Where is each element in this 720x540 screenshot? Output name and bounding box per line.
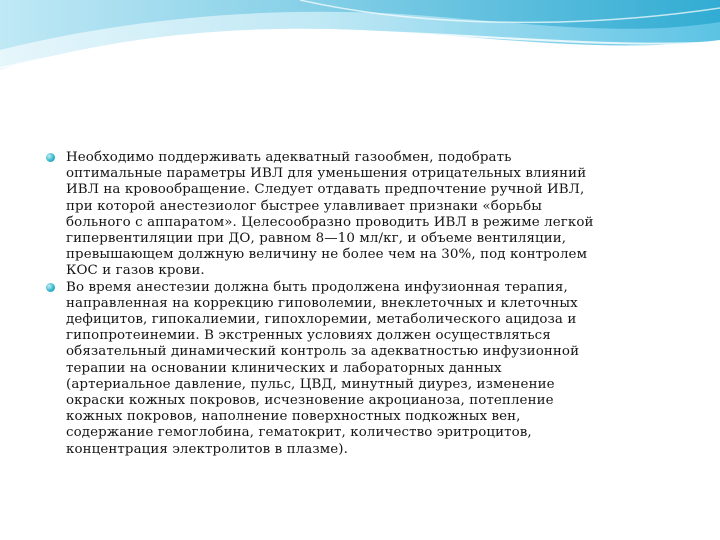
round-bullet-icon	[46, 153, 55, 162]
header-wave-decoration	[0, 0, 720, 110]
bullet-line: при которой анестезиолог быстрее улавливает признаки «борьбы	[66, 198, 543, 214]
bullet-line: Необходимо поддерживать адекватный газообмен, подобрать	[66, 150, 512, 165]
bullet-line: ИВЛ на кровообращение. Следует отдавать предпочтение ручной ИВЛ,	[66, 182, 585, 198]
bullet-line: кожных покровов, наполнение поверхностных подкожных вен,	[66, 409, 521, 425]
bullet-line: превышающем должную величину не более чем на 30%, под контролем	[66, 247, 588, 263]
bullet-line: больного с аппаратом». Целесообразно проводить ИВЛ в режиме легкой	[66, 214, 594, 230]
bullet-line: КОС и газов крови.	[66, 263, 205, 279]
bullet-line: направленная на коррекцию гиповолемии, внеклеточных и клеточных	[66, 295, 578, 311]
bullet-line: Во время анестезии должна быть продолжена инфузионная терапия,	[66, 279, 568, 295]
bullet-line: содержание гемоглобина, гематокрит, количество эритроцитов,	[66, 425, 532, 441]
bullet-line: гипервентиляции при ДО, равном 8—10 мл/кг, и объеме вентиляции,	[66, 231, 567, 247]
bullet-line: дефицитов, гипокалиемии, гипохлоремии, метаболического ацидоза и	[66, 312, 577, 328]
bullet-item-ventilation	[44, 150, 684, 280]
bullet-line: окраски кожных покровов, исчезновение акроцианоза, потепление	[66, 393, 554, 409]
bullet-line: оптимальные параметры ИВЛ для уменьшения отрицательных влияний	[66, 166, 587, 182]
bullet-list	[44, 150, 684, 458]
bullet-line: обязательный динамический контроль за адекватностью инфузионной	[66, 344, 580, 360]
round-bullet-icon	[46, 283, 55, 292]
bullet-line: (артериальное давление, пульс, ЦВД, минутный диурез, изменение	[66, 376, 555, 392]
bullet-line: гипопротеинемии. В экстренных условиях должен осуществляться	[66, 328, 551, 344]
bullet-item-infusion	[44, 280, 684, 458]
slide-content	[44, 150, 684, 458]
bullet-line: терапии на основании клинических и лабораторных данных	[66, 360, 502, 376]
bullet-line: концентрация электролитов в плазме).	[66, 441, 348, 457]
